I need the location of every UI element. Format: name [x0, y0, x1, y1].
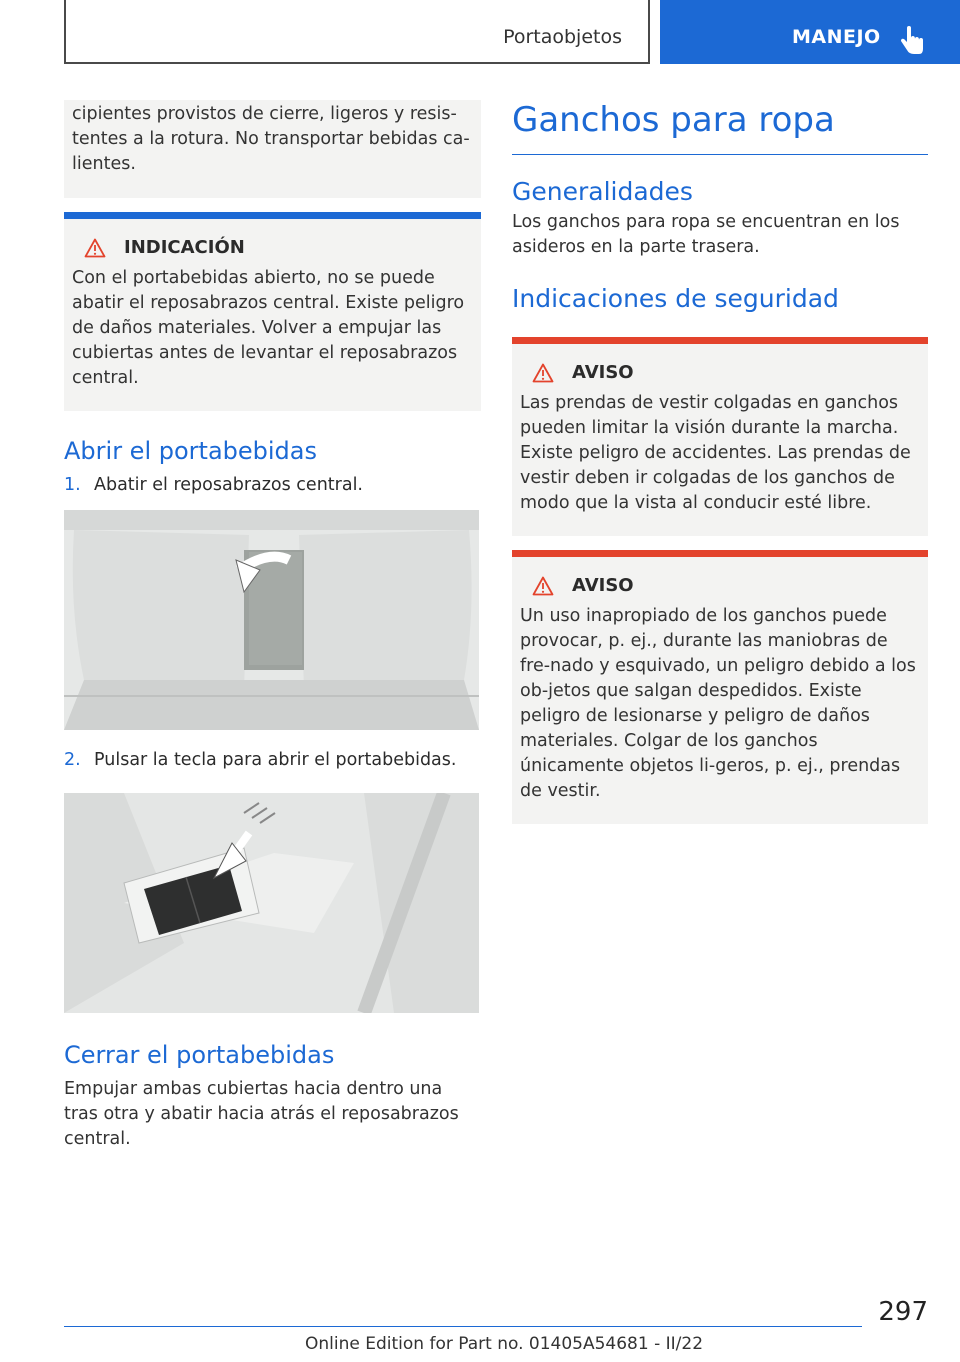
close-cupholder-heading: Cerrar el portabebidas	[64, 1041, 335, 1069]
section-heading: Ganchos para ropa	[512, 100, 928, 155]
left-column	[64, 100, 481, 1152]
safety-heading: Indicaciones de seguridad	[512, 284, 839, 313]
warning-body: Las prendas de vestir colgadas en ganchos pueden limitar la visión durante la marcha. Existe peligro de accidentes. Las prendas de vestir deben ir colgadas de los ganchos de modo que la vista al conducir esté libre.	[520, 393, 911, 513]
note-body: Con el portabebidas abierto, no se puede abatir el reposabrazos central. Existe peligro de daños materiales. Volver a empujar las cubiertas antes de levantar el reposabrazos central.	[72, 268, 465, 388]
warning-title	[532, 575, 918, 596]
close-cupholder-text: Empujar ambas cubiertas hacia dentro una tras otra y abatir hacia atrás el reposabrazos central.	[64, 1079, 459, 1149]
step-text: Abatir el reposabrazos central.	[94, 475, 363, 495]
page-number: 297	[878, 1297, 928, 1327]
warning-title-text: AVISO	[572, 575, 634, 596]
note-box	[64, 212, 481, 411]
step-1	[64, 473, 481, 498]
chapter-tab[interactable]	[660, 0, 960, 64]
warning-triangle-icon	[84, 238, 106, 258]
warning-triangle-icon	[532, 363, 554, 383]
open-cupholder-heading: Abrir el portabebidas	[64, 437, 317, 465]
warning-title	[532, 362, 918, 383]
step-number: 1.	[64, 475, 81, 495]
warning-title-text: AVISO	[572, 362, 634, 383]
warning-box	[512, 550, 928, 824]
warning-triangle-icon	[532, 576, 554, 596]
right-column	[512, 100, 928, 824]
continued-text-box	[64, 100, 481, 198]
general-text: Los ganchos para ropa se encuentran en los asideros en la parte trasera.	[512, 212, 900, 257]
section-title: Portaobjetos	[503, 26, 622, 48]
note-title	[84, 237, 471, 258]
general-heading: Generalidades	[512, 177, 693, 206]
step-number: 2.	[64, 750, 81, 770]
cupholder-button-photo	[64, 793, 479, 1013]
note-title-text: INDICACIÓN	[124, 237, 245, 258]
step-text: Pulsar la tecla para abrir el portabebidas.	[94, 750, 457, 770]
armrest-photo	[64, 510, 479, 730]
warning-box	[512, 337, 928, 536]
warning-body: Un uso inapropiado de los ganchos puede provocar, p. ej., durante las maniobras de fre-nado y esquivado, un peligro debido a los ob-jetos que salgan despedidos. Existe peligro de lesionarse y peligro de daños materiales. Colgar de los ganchos únicamente objetos li-geros, p. ej., prendas de vestir.	[520, 606, 916, 801]
chapter-tab-label: MANEJO	[792, 26, 881, 48]
step-2	[64, 748, 481, 773]
footer-edition: Online Edition for Part no. 01405A54681 - II/22	[305, 1334, 704, 1354]
continued-text: cipientes provistos de cierre, ligeros y resis-tentes a la rotura. No transportar bebidas ca-lientes.	[72, 104, 470, 174]
footer-divider	[64, 1326, 862, 1327]
pointing-hand-icon	[898, 26, 926, 56]
